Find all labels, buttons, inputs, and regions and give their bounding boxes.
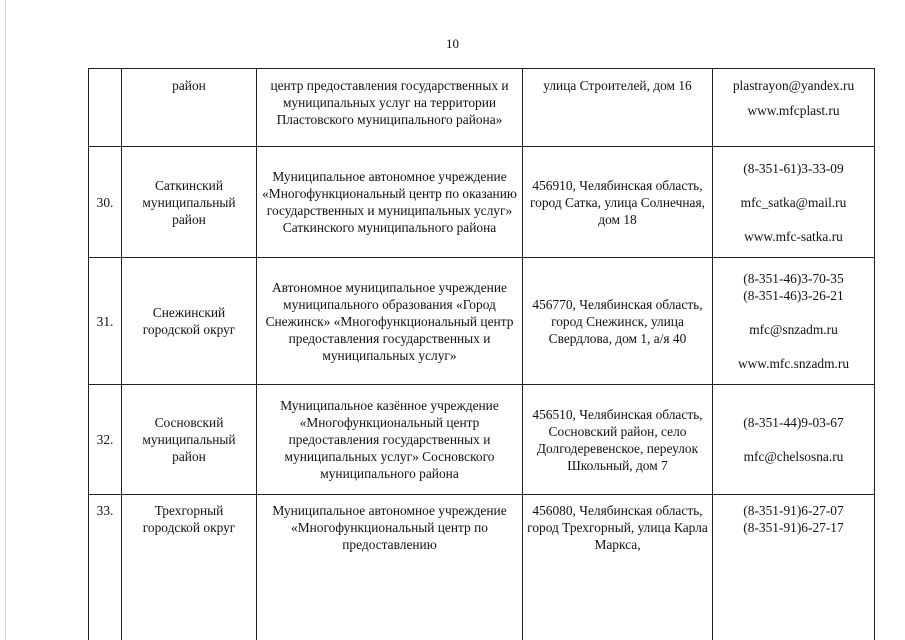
contacts-cell — [713, 495, 875, 640]
email-link[interactable]: mfc@snzadm.ru — [749, 322, 838, 337]
row-number-cell — [89, 69, 122, 147]
address-cell: 456910, Челябинская область, город Сатка, улица Солнечная, дом 18 — [523, 147, 713, 258]
table-row — [89, 69, 875, 147]
contacts-cell — [713, 258, 875, 385]
address-cell: 456080, Челябинская область, город Трехгорный, улица Карла Маркса, — [523, 495, 713, 640]
row-number-cell: 31. — [89, 258, 122, 385]
district-cell: Снежинский городской округ — [122, 258, 257, 385]
phone-number: (8-351-91)6-27-17 — [743, 520, 844, 535]
organization-cell: центр предоставления государственных и муниципальных услуг на территории Пластовского муниципального района» — [257, 69, 523, 147]
phone-number: (8-351-46)3-26-21 — [743, 288, 844, 303]
contacts-cell — [713, 147, 875, 258]
district-cell: Сосновский муниципальный район — [122, 385, 257, 495]
district-cell: район — [122, 69, 257, 147]
email-link[interactable]: mfc_satka@mail.ru — [740, 194, 847, 210]
contacts-cell — [713, 69, 875, 147]
row-number-cell: 30. — [89, 147, 122, 258]
email-link[interactable]: plastrayon@yandex.ru — [732, 78, 855, 93]
phone-number: (8-351-91)6-27-07 — [743, 503, 844, 518]
table-row — [89, 385, 875, 495]
organization-cell: Муниципальное автономное учреждение «Многофункциональный центр по предоставлению — [257, 495, 523, 640]
organization-cell: Муниципальное автономное учреждение «Многофункциональный центр по оказанию государственных и муниципальных услуг» Саткинского муниципального района — [257, 147, 523, 258]
table-row — [89, 147, 875, 258]
website-link[interactable]: www.mfc.snzadm.ru — [737, 356, 850, 371]
phone-number: (8-351-44)9-03-67 — [743, 415, 844, 430]
address-cell: 456510, Челябинская область, Сосновский район, село Долгодеревенское, переулок Школьный, дом 7 — [523, 385, 713, 495]
email-link[interactable]: mfc@chelsosna.ru — [743, 449, 844, 464]
organization-cell: Муниципальное казённое учреждение «Многофункциональный центр предоставления государственных и муниципальных услуг» Сосновского муниципального района — [257, 385, 523, 495]
phone-number: (8-351-46)3-70-35 — [743, 271, 844, 286]
page-number: 10 — [446, 36, 459, 51]
district-cell: Саткинский муниципальный район — [122, 147, 257, 258]
mfc-registry-table — [88, 68, 875, 640]
table-row — [89, 495, 875, 640]
contacts-cell — [713, 385, 875, 495]
row-number-cell: 33. — [89, 495, 122, 640]
website-link[interactable]: www.mfc-satka.ru — [744, 228, 843, 244]
district-cell: Трехгорный городской округ — [122, 495, 257, 640]
phone-number: (8-351-61)3-33-09 — [743, 160, 844, 176]
organization-cell: Автономное муниципальное учреждение муниципального образования «Город Снежинск» «Многофункциональный центр предоставления государственных и муниципальных услуг» — [257, 258, 523, 385]
table-row — [89, 258, 875, 385]
row-number-cell: 32. — [89, 385, 122, 495]
address-cell: улица Строителей, дом 16 — [523, 69, 713, 147]
website-link[interactable]: www.mfcplast.ru — [747, 103, 840, 118]
address-cell: 456770, Челябинская область, город Снежинск, улица Свердлова, дом 1, а/я 40 — [523, 258, 713, 385]
